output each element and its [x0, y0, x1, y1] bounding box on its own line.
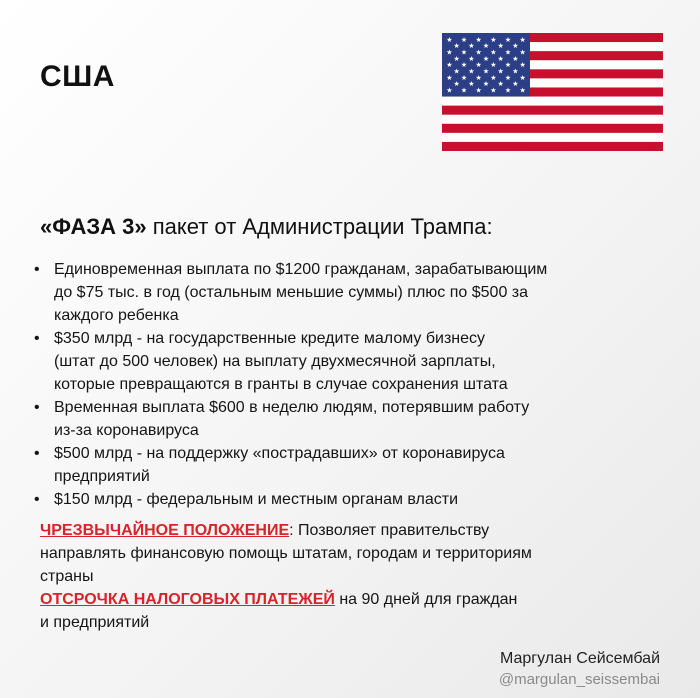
flag-star: ★	[512, 54, 519, 63]
flag-star: ★	[475, 35, 482, 44]
flag-star: ★	[482, 67, 490, 76]
emergency-line-1	[40, 519, 660, 542]
flag-star: ★	[497, 54, 504, 63]
flag-star: ★	[497, 80, 504, 89]
flag-star: ★	[468, 67, 475, 76]
bullet-marker: •	[34, 445, 40, 462]
flag-star: ★	[446, 61, 453, 70]
list-item-line: (штат до 500 человек) на выплату двухмесячной зарплаты,	[54, 353, 496, 370]
flag-star: ★	[446, 86, 453, 95]
author-handle: @margulan_seissembai	[498, 671, 660, 688]
flag-star: ★	[490, 48, 497, 57]
flag-stripe	[442, 115, 663, 124]
flag-stripe	[442, 106, 663, 115]
bullet-marker: •	[34, 330, 40, 347]
flag-stripe	[442, 142, 663, 151]
tax-line-1	[40, 588, 660, 611]
flag-star: ★	[460, 35, 468, 44]
flag-star: ★	[460, 61, 468, 70]
flag-star: ★	[519, 73, 526, 82]
flag-star: ★	[460, 73, 468, 82]
flag-star: ★	[490, 86, 497, 95]
flag-stripe	[442, 133, 663, 142]
tax-title: ОТСРОЧКА НАЛОГОВЫХ ПЛАТЕЖЕЙ	[40, 591, 335, 608]
flag-star: ★	[482, 42, 490, 51]
list-item	[32, 396, 632, 442]
list-item-line: предприятий	[54, 468, 150, 485]
flag-stripe	[442, 97, 663, 106]
flag-star: ★	[446, 48, 453, 57]
flag-star: ★	[519, 48, 526, 57]
flag-stripe	[442, 124, 663, 133]
flag-star: ★	[460, 48, 468, 57]
usa-flag-icon	[442, 33, 663, 151]
flag-star: ★	[468, 42, 475, 51]
list-item-line: каждого ребенка	[54, 307, 179, 324]
bullet-list	[32, 258, 632, 511]
flag-star: ★	[482, 54, 490, 63]
flag-star: ★	[504, 73, 512, 82]
page-title: США	[40, 60, 115, 93]
list-item	[32, 442, 632, 488]
author-signature	[499, 648, 660, 690]
flag-star: ★	[504, 61, 512, 70]
list-item-line: $150 млрд - федеральным и местным органам власти	[54, 491, 459, 508]
flag-star: ★	[453, 80, 460, 89]
headline-bold: «ФАЗА 3»	[40, 214, 147, 239]
flag-star: ★	[504, 48, 512, 57]
bullet-marker: •	[34, 491, 40, 508]
flag-star: ★	[460, 86, 468, 95]
list-item-line: Единовременная выплата по $1200 гражданам, зарабатывающим	[54, 261, 548, 278]
tax-line-2: и предприятий	[40, 614, 150, 631]
list-item-line: которые превращаются в гранты в случае сохранения штата	[54, 376, 508, 393]
flag-star: ★	[453, 42, 460, 51]
list-item-line: Временная выплата $600 в неделю людям, потерявшим работу	[54, 399, 530, 416]
tax-text: на 90 дней для граждан	[334, 591, 518, 608]
flag-star: ★	[512, 67, 519, 76]
list-item-line: $500 млрд - на поддержку «пострадавших» от коронавируса	[54, 445, 505, 462]
flag-star: ★	[519, 61, 526, 70]
list-item-line: $350 млрд - на государственные кредите малому бизнесу	[54, 330, 486, 347]
list-item	[32, 327, 632, 396]
flag-star: ★	[504, 86, 512, 95]
flag-star: ★	[475, 48, 482, 57]
emergency-line-2: направлять финансовую помощь штатам, городам и территориям	[40, 545, 532, 562]
notes-section	[40, 519, 660, 634]
flag-star: ★	[490, 73, 497, 82]
flag-star: ★	[453, 54, 460, 63]
flag-star: ★	[504, 35, 512, 44]
flag-star: ★	[475, 61, 482, 70]
emergency-title: ЧРЕЗВЫЧАЙНОЕ ПОЛОЖЕНИЕ	[40, 522, 290, 539]
flag-star: ★	[475, 86, 482, 95]
flag-star: ★	[519, 86, 526, 95]
flag-star: ★	[490, 35, 497, 44]
emergency-line-3: страны	[40, 568, 94, 585]
flag-star: ★	[453, 67, 460, 76]
flag-star: ★	[482, 80, 490, 89]
headline	[40, 214, 493, 240]
flag-star: ★	[446, 73, 453, 82]
flag-star: ★	[490, 61, 497, 70]
flag-star: ★	[446, 35, 453, 44]
list-item	[32, 258, 632, 327]
list-item-line: из-за коронавируса	[54, 422, 199, 439]
bullet-marker: •	[34, 399, 40, 416]
flag-star: ★	[512, 80, 519, 89]
flag-star: ★	[512, 42, 519, 51]
flag-star: ★	[497, 42, 504, 51]
list-item-line: до $75 тыс. в год (остальным меньшие суммы) плюс по $500 за	[54, 284, 529, 301]
emergency-text: : Позволяет правительству	[289, 522, 490, 539]
bullet-marker: •	[34, 261, 40, 278]
flag-star: ★	[497, 67, 504, 76]
headline-rest: пакет от Администрации Трампа:	[146, 214, 493, 239]
flag-star: ★	[475, 73, 482, 82]
author-name: Маргулан Сейсембай	[499, 650, 660, 667]
list-item	[32, 488, 632, 511]
flag-star: ★	[468, 54, 475, 63]
flag-star: ★	[468, 80, 475, 89]
flag-star: ★	[519, 35, 526, 44]
